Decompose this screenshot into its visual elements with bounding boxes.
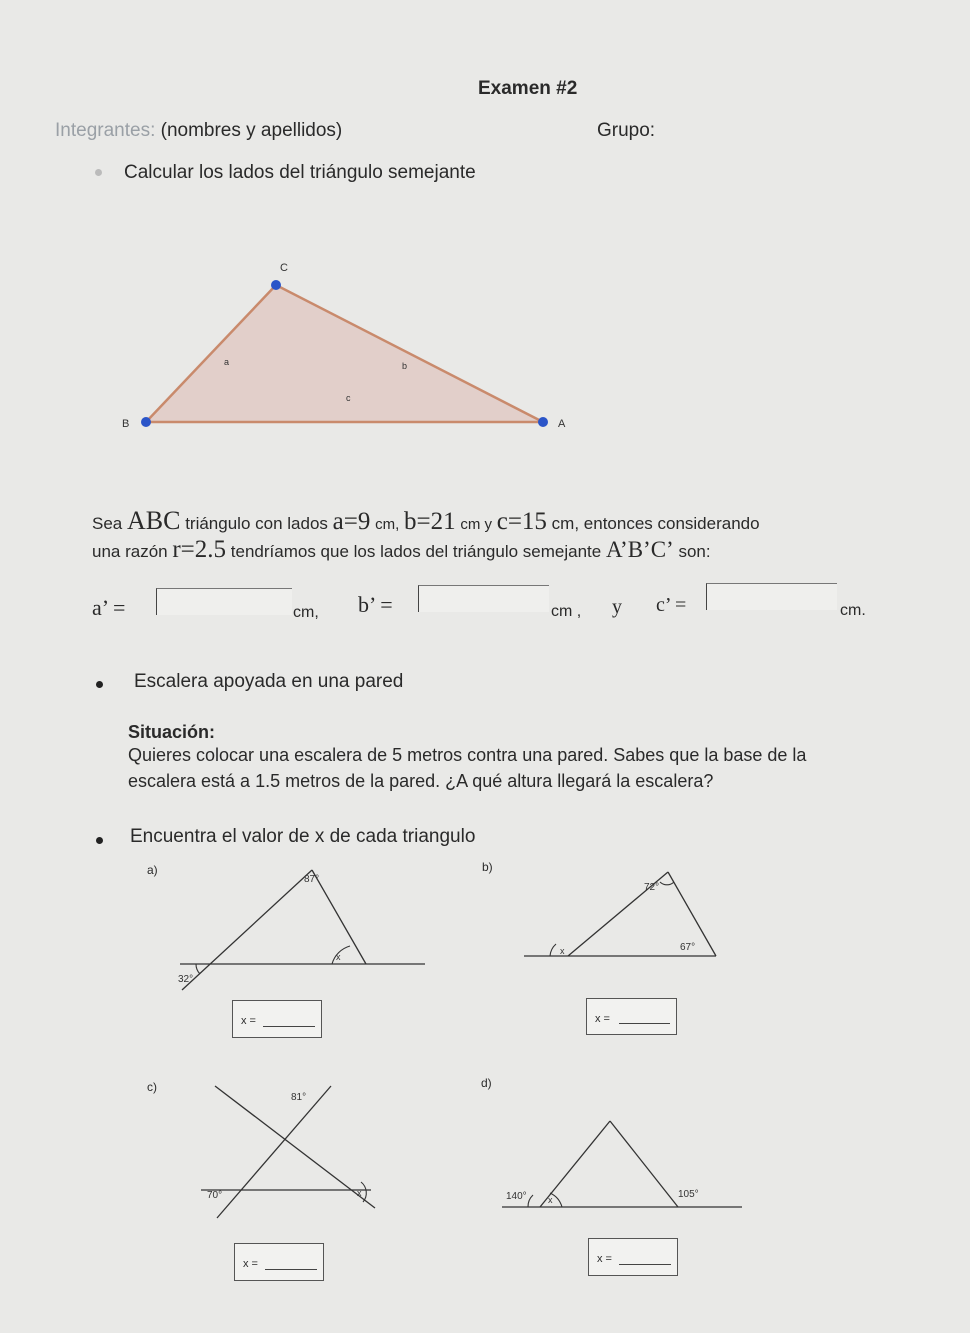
- answer-box-a[interactable]: [232, 1000, 322, 1038]
- vertex-c-label: C: [280, 262, 288, 274]
- bullet-icon: [96, 681, 103, 688]
- triangle-c-figure: [195, 1080, 395, 1225]
- triangle-a-figure: [170, 860, 435, 1000]
- similar-triangle-name: A’B’C’: [605, 537, 674, 562]
- side-b-label: b: [402, 361, 408, 371]
- answer-blank: [619, 1023, 670, 1024]
- bullet-icon: [96, 837, 103, 844]
- problem-text: tendríamos que los lados del triángulo semejante: [230, 542, 602, 561]
- answer-blank: [265, 1269, 317, 1270]
- vertex-c-point: [271, 280, 281, 290]
- angle-81-label: 81°: [291, 1092, 307, 1103]
- angle-arc: [528, 1195, 533, 1207]
- angle-arc: [196, 964, 200, 974]
- angle-87-label: 87°: [304, 874, 320, 885]
- angle-arc: [332, 946, 350, 964]
- x-label: x: [560, 946, 565, 956]
- c-prime-input[interactable]: [706, 583, 837, 610]
- bullet-icon: [95, 169, 102, 176]
- problem-text: una razón: [92, 542, 168, 561]
- problem-d-label: d): [481, 1076, 492, 1090]
- answer-prefix: x =: [243, 1258, 258, 1270]
- x-label: x: [548, 1195, 553, 1205]
- angle-67-label: 67°: [680, 942, 696, 953]
- answer-box-b[interactable]: [586, 998, 677, 1035]
- ratio-value: r=2.5: [172, 536, 227, 563]
- unit-text: cm y: [460, 516, 492, 533]
- answer-box-c[interactable]: [234, 1243, 324, 1281]
- grupo-label: Grupo:: [597, 120, 656, 141]
- vertex-b-label: B: [122, 418, 130, 430]
- angle-arc: [660, 882, 674, 885]
- exam-title: Examen #2: [478, 78, 578, 99]
- problem-b-label: b): [482, 860, 493, 874]
- problem-a-label: a): [147, 863, 158, 877]
- integrantes-label: Integrantes:: [55, 120, 156, 141]
- triangle-b-figure: [520, 860, 725, 965]
- x-label: x: [336, 952, 341, 962]
- b-prime-unit: cm ,: [551, 603, 582, 620]
- angle-72-label: 72°: [644, 882, 660, 893]
- b-prime-label: b’ =: [358, 592, 393, 617]
- problem-line-1: [92, 506, 760, 536]
- triangle-side: [182, 870, 312, 990]
- situacion-label: Situación:: [128, 722, 216, 742]
- problem-c-label: c): [147, 1080, 157, 1094]
- angle-arc: [550, 944, 556, 956]
- problem-text: son:: [678, 542, 711, 561]
- side-a-label: a: [224, 357, 230, 367]
- answer-prefix: x =: [597, 1253, 612, 1265]
- angle-32-label: 32°: [178, 974, 194, 985]
- problem-text: cm, entonces considerando: [551, 514, 760, 533]
- situacion-text-2: escalera está a 1.5 metros de la pared. ¿A qué altura llegará la escalera?: [128, 771, 714, 791]
- angle-140-label: 140°: [506, 1191, 527, 1202]
- unit-text: cm,: [375, 516, 400, 533]
- answer-prefix: x =: [595, 1013, 610, 1025]
- triangle-abc: [146, 285, 543, 422]
- triangle-abc-figure: [110, 255, 580, 440]
- side-c-value: c=15: [496, 508, 547, 535]
- problem-text: triángulo con lados: [185, 514, 328, 533]
- answer-prefix: x =: [241, 1015, 256, 1027]
- angle-105-label: 105°: [678, 1189, 699, 1200]
- integrantes-line: [55, 120, 342, 142]
- side-b-value: b=21: [403, 508, 456, 535]
- side-a-value: a=9: [332, 508, 371, 535]
- vertex-a-point: [538, 417, 548, 427]
- triangle-d-figure: [500, 1115, 745, 1215]
- x-label: x: [357, 1188, 362, 1198]
- answer-box-d[interactable]: [588, 1238, 678, 1276]
- c-prime-unit: cm.: [840, 602, 866, 619]
- vertex-b-point: [141, 417, 151, 427]
- y-connector: y: [612, 596, 622, 618]
- triangle-name: ABC: [126, 506, 181, 535]
- a-prime-label: a’ =: [92, 595, 126, 620]
- a-prime-unit: cm,: [293, 604, 319, 621]
- problem-text: Sea: [92, 514, 123, 533]
- angle-70-label: 70°: [207, 1190, 223, 1201]
- situacion-text-1: Quieres colocar una escalera de 5 metros contra una pared. Sabes que la base de la: [128, 745, 807, 765]
- section3-title: Encuentra el valor de x de cada triangulo: [130, 826, 476, 847]
- answer-blank: [263, 1026, 315, 1027]
- b-prime-input[interactable]: [418, 585, 549, 612]
- triangle-side: [312, 870, 366, 964]
- vertex-a-label: A: [558, 418, 566, 430]
- answer-blank: [619, 1264, 671, 1265]
- transversal-line: [217, 1086, 331, 1218]
- a-prime-input[interactable]: [156, 588, 292, 615]
- side-c-label: c: [346, 393, 351, 403]
- integrantes-hint: (nombres y apellidos): [160, 120, 343, 141]
- section1-title: Calcular los lados del triángulo semejante: [124, 162, 476, 183]
- section2-title: Escalera apoyada en una pared: [134, 671, 404, 692]
- triangle-side: [610, 1121, 678, 1207]
- c-prime-label: c’ =: [656, 594, 687, 616]
- problem-line-2: [92, 536, 711, 564]
